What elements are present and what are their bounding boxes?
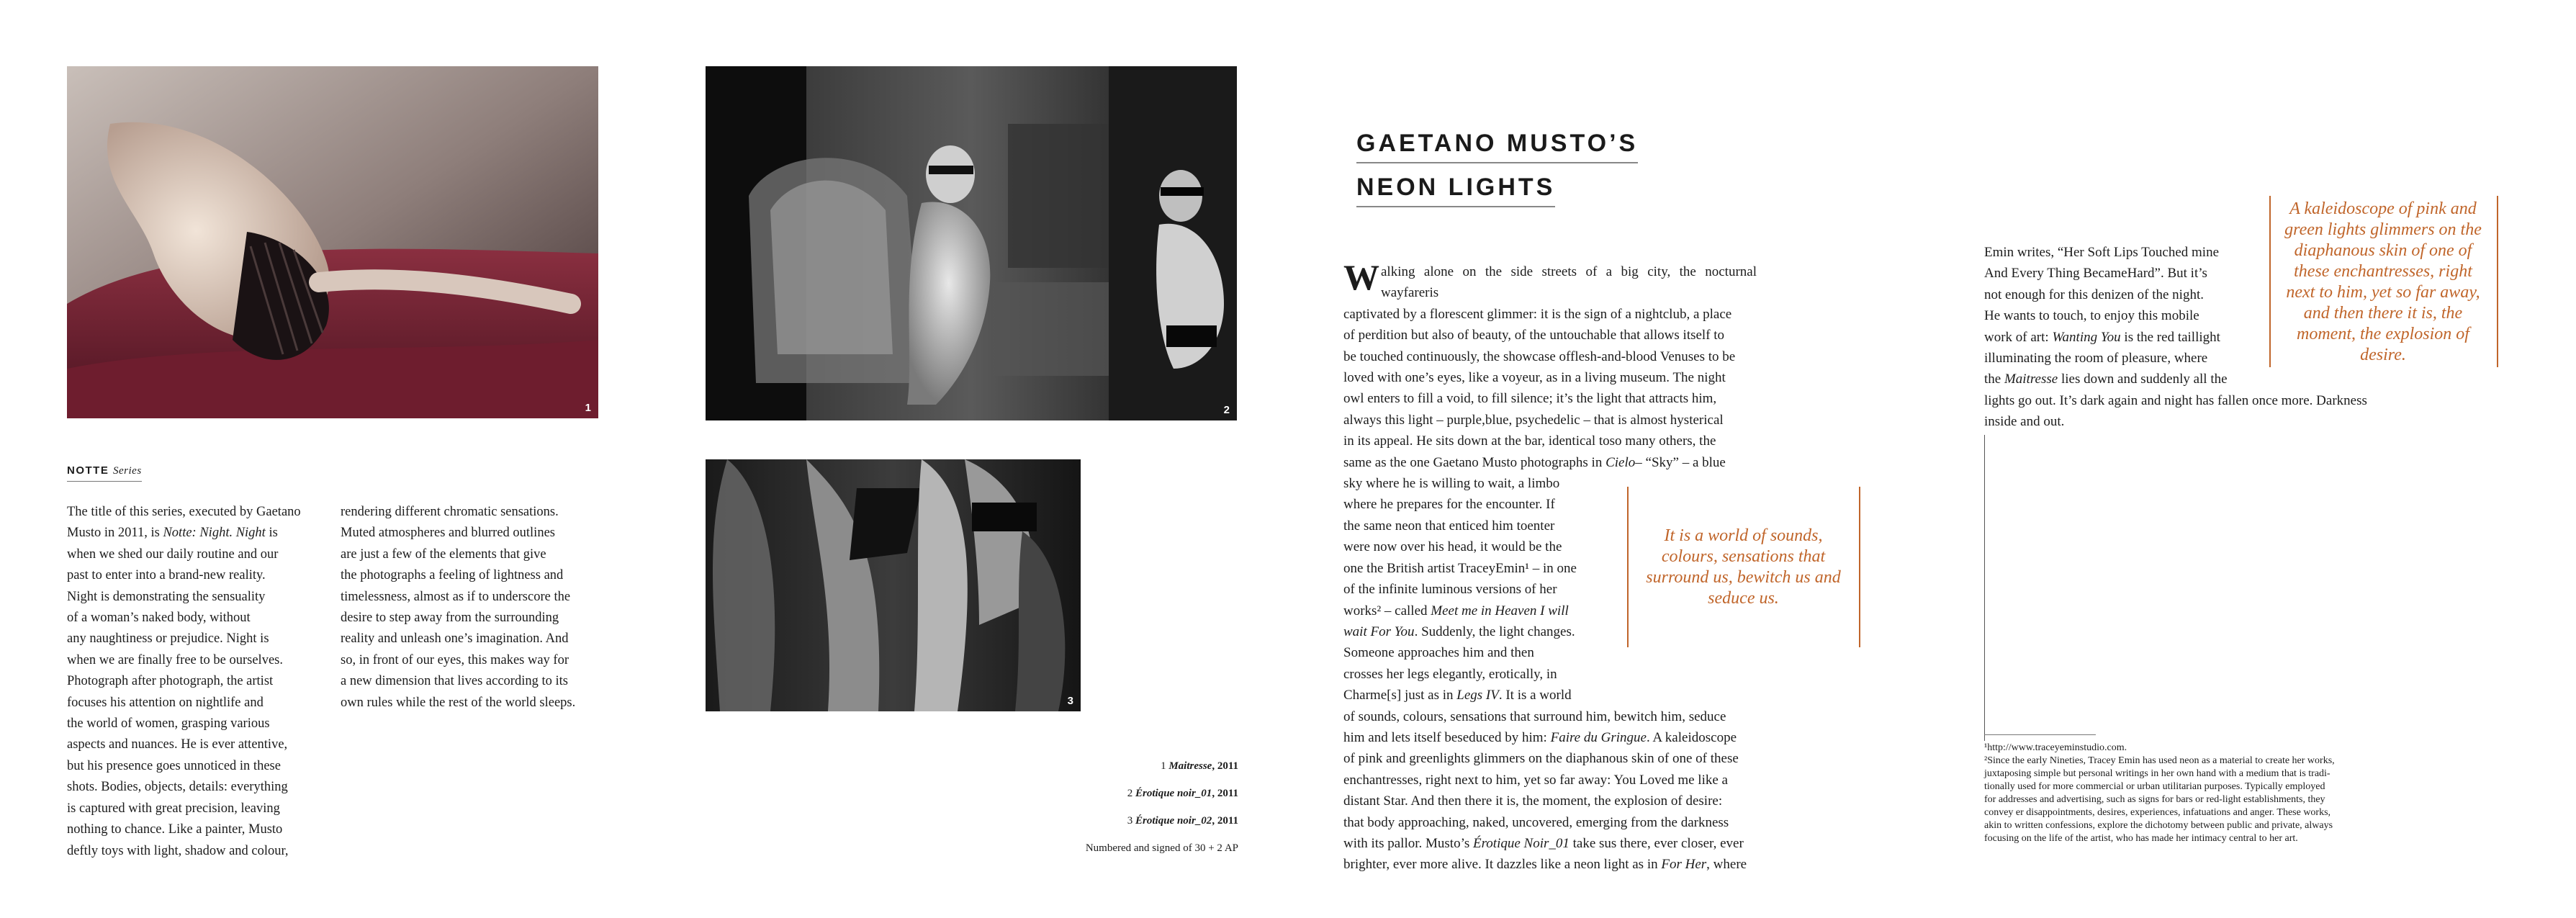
text-line: of sounds, colours, sensations that surround him, bewitch him, seduce: [1343, 708, 1726, 724]
pull-quote-2: A kaleidoscope of pink and green lights glimmers on the diaphanous skin of one of these enchantresses, right next to him, yet so far away, and then there it is, the moment, the explosion of desire.: [2284, 199, 2482, 364]
text-line: reality and unleash one’s imagination. And: [341, 631, 569, 647]
photo-erotique-noir-02: [706, 459, 1081, 711]
text-line: Photograph after photograph, the artist: [67, 674, 274, 689]
text-line: lights go out. It’s dark again and night has fallen once more. Darkness: [1984, 392, 2367, 408]
series-text-column-2: [341, 502, 607, 714]
photo-number-1: 1: [585, 402, 591, 414]
footnote-2-line: for addresses and advertising, such as signs for bars or red-light establishments, they: [1984, 794, 2325, 805]
footnotes: [1984, 742, 2416, 845]
text-line: sky where he is willing to wait, a limbo: [1343, 476, 1560, 492]
footnote-2-line: convey er disappointments, desires, experiences, infatuations and anger. These works,: [1984, 807, 2331, 818]
photo-number-2: 2: [1223, 404, 1230, 416]
text-line: him and lets itself beseduced by him: Faire du Gringue. A kaleidoscope: [1343, 729, 1737, 745]
text-line: distant Star. And then there it is, the moment, the explosion of desire:: [1343, 793, 1723, 809]
footnote-2-line: ²Since the early Nineties, Tracey Emin has used neon as a material to create her works,: [1984, 755, 2335, 766]
photo-number-3: 3: [1067, 695, 1073, 707]
text-line: be touched continuously, the showcase offlesh-and-blood Venuses to be: [1343, 348, 1736, 364]
text-line: inside and out.: [1984, 414, 2065, 430]
text-line: are just a few of the elements that give: [341, 546, 546, 562]
text-line: of a woman’s naked body, without: [67, 611, 251, 626]
article-title: [1356, 130, 1638, 207]
text-line: of pink and greenlights glimmers on the diaphanous skin of one of these: [1343, 751, 1739, 767]
text-line: a new dimension that lives according to its: [341, 674, 568, 689]
text-line: work of art: Wanting You is the red taillight: [1984, 329, 2220, 345]
series-text-column-1: [67, 502, 326, 862]
text-line: captivated by a florescent glimmer: it is the sign of a nightclub, a place: [1343, 306, 1732, 322]
text-segment: Musto in 2011, is: [67, 526, 163, 541]
text-line: were now over his head, it would be the: [1343, 539, 1562, 555]
text-line: of the infinite luminous versions of her: [1343, 582, 1557, 598]
footnote-2-line: tionally used for more commercial or urban utilitarian purposes. Typically employed: [1984, 781, 2325, 792]
text-segment-italic: Notte: Night. Night: [163, 526, 266, 541]
text-line: crosses her legs elegantly, erotically, in: [1343, 666, 1557, 682]
footnote-2-line: akin to written confessions, explore the dichotomy between public and private, always: [1984, 820, 2333, 831]
pull-quote-2-rule-right: [2497, 196, 2498, 367]
article-title-line-1: GAETANO MUSTO’S: [1356, 130, 1638, 163]
text-line: aspects and nuances. He is ever attentive,: [67, 737, 288, 752]
drop-cap: W: [1343, 257, 1379, 297]
pull-quote-1: It is a world of sounds, colours, sensations that surround us, bewitch us and seduce us.: [1646, 526, 1841, 608]
text-line: past to enter into a brand-new reality.: [67, 568, 266, 583]
photo-erotique-noir-01-image: [706, 66, 1237, 420]
article-narrow-block: [1343, 473, 1585, 706]
pull-quote-1-rule-left: [1627, 487, 1629, 647]
text-line: timelessness, almost as if to underscore the: [341, 589, 571, 604]
text-line: any naughtiness or prejudice. Night is: [67, 631, 269, 647]
text-line: owl enters to fill a void, to fill silence; it’s the light that attracts him,: [1343, 391, 1717, 407]
text-line: Emin writes, “Her Soft Lips Touched mine: [1984, 245, 2220, 260]
text-line: The title of this series, executed by Gaetano: [67, 505, 301, 519]
text-line: Someone approaches him and then: [1343, 645, 1534, 661]
footnote-1: ¹http://www.traceyeminstudio.com.: [1984, 742, 2127, 753]
text-line: desire to step away from the surrounding: [341, 611, 559, 626]
text-line: illuminating the room of pleasure, where: [1984, 351, 2208, 366]
column-divider: [1984, 435, 1985, 741]
series-subtitle: Series: [113, 465, 142, 477]
text-line: works² – called Meet me in Heaven I will: [1343, 603, 1569, 618]
text-line: that body approaching, naked, uncovered, emerging from the darkness: [1343, 814, 1729, 830]
text-line: Charme[s] just as in Legs IV. It is a world: [1343, 688, 1572, 703]
text-line: And Every Thing BecameHard”. But it’s: [1984, 266, 2207, 282]
pull-quote-1-rule-right: [1859, 487, 1860, 647]
article-continued-narrow: [1984, 242, 2242, 390]
text-line: one the British artist TraceyEmin¹ – in one: [1343, 560, 1577, 576]
caption-1: 1 Maitresse, 2011: [1161, 760, 1238, 772]
text-line: so, in front of our eyes, this makes way for: [341, 652, 569, 667]
series-title-text: NOTTE: [67, 464, 109, 477]
photo-erotique-noir-02-image: [706, 459, 1081, 711]
text-line: He wants to touch, to enjoy this mobile: [1984, 308, 2199, 324]
text-line: deftly toys with light, shadow and colour,: [67, 843, 289, 858]
series-heading: [67, 464, 142, 482]
series-title: [67, 464, 142, 482]
text-line: where he prepares for the encounter. If: [1343, 497, 1555, 513]
photo-maitresse-image: [67, 66, 598, 418]
text-segment: is: [265, 526, 278, 541]
footnote-2-line: focusing on the life of the artist, who has made her intimacy central to her art.: [1984, 833, 2298, 844]
text-line: the Maitresse lies down and suddenly all the: [1984, 372, 2228, 387]
text-line: focuses his attention on nightlife and: [67, 695, 264, 710]
text-line: nothing to chance. Like a painter, Musto: [67, 822, 283, 837]
edition-note: Numbered and signed of 30 + 2 AP: [1085, 842, 1238, 854]
text-line: wait For You. Suddenly, the light changes.: [1343, 624, 1575, 639]
pull-quote-2-rule-left: [2269, 196, 2271, 367]
text-line: with its pallor. Musto’s Érotique Noir_01 take sus there, ever closer, ever: [1343, 835, 1744, 851]
text-line: loved with one’s eyes, like a voyeur, as in a living museum. The night: [1343, 370, 1726, 386]
footnote-rule: [1984, 734, 2096, 735]
text-line: enchantresses, right next to him, yet so far away: You Loved me like a: [1343, 772, 1728, 788]
text-line: when we shed our daily routine and our: [67, 546, 279, 562]
text-line: when we are finally free to be ourselves.: [67, 652, 283, 667]
text-line: rendering different chromatic sensations.: [341, 505, 559, 519]
text-line: the photographs a feeling of lightness and: [341, 568, 564, 583]
photo-maitresse: [67, 66, 598, 418]
text-line: same as the one Gaetano Musto photographs in Cielo– “Sky” – a blue: [1343, 454, 1726, 470]
text-line: the same neon that enticed him toenter: [1343, 518, 1555, 534]
text-line: always this light – purple,blue, psychedelic – that is almost hysterical: [1343, 412, 1724, 428]
text-line: own rules while the rest of the world sleeps.: [341, 695, 576, 710]
text-line: brighter, ever more alive. It dazzles like a neon light as in For Her, where: [1343, 857, 1747, 873]
caption-2: 2 Érotique noir_01, 2011: [1127, 788, 1238, 799]
text-line: the world of women, grasping various: [67, 716, 270, 732]
photo-captions: [936, 752, 1238, 862]
text-line: Muted atmospheres and blurred outlines: [341, 526, 555, 541]
text-line: but his presence goes unnoticed in these: [67, 758, 281, 773]
text-line: shots. Bodies, objects, details: everything: [67, 780, 288, 795]
text-line: Night is demonstrating the sensuality: [67, 589, 266, 604]
text-line: in its appeal. He sits down at the bar, identical toso many others, the: [1343, 433, 1716, 449]
text-line: is captured with great precision, leaving: [67, 801, 280, 816]
photo-erotique-noir-01: [706, 66, 1237, 420]
article-title-line-2: NEON LIGHTS: [1356, 174, 1555, 207]
footnote-2-line: juxtaposing simple but personal writings in her own hand with a medium that is tradi-: [1984, 768, 2330, 779]
text-line: Walking alone on the side streets of a big city, the nocturnal wayfareris: [1343, 257, 1757, 301]
text-line: of perdition but also of beauty, of the untouchable that allows itself to: [1343, 328, 1725, 343]
text-line: [67, 523, 326, 544]
caption-3: 3 Érotique noir_02, 2011: [1127, 815, 1238, 827]
text-line: not enough for this denizen of the night.: [1984, 287, 2204, 302]
